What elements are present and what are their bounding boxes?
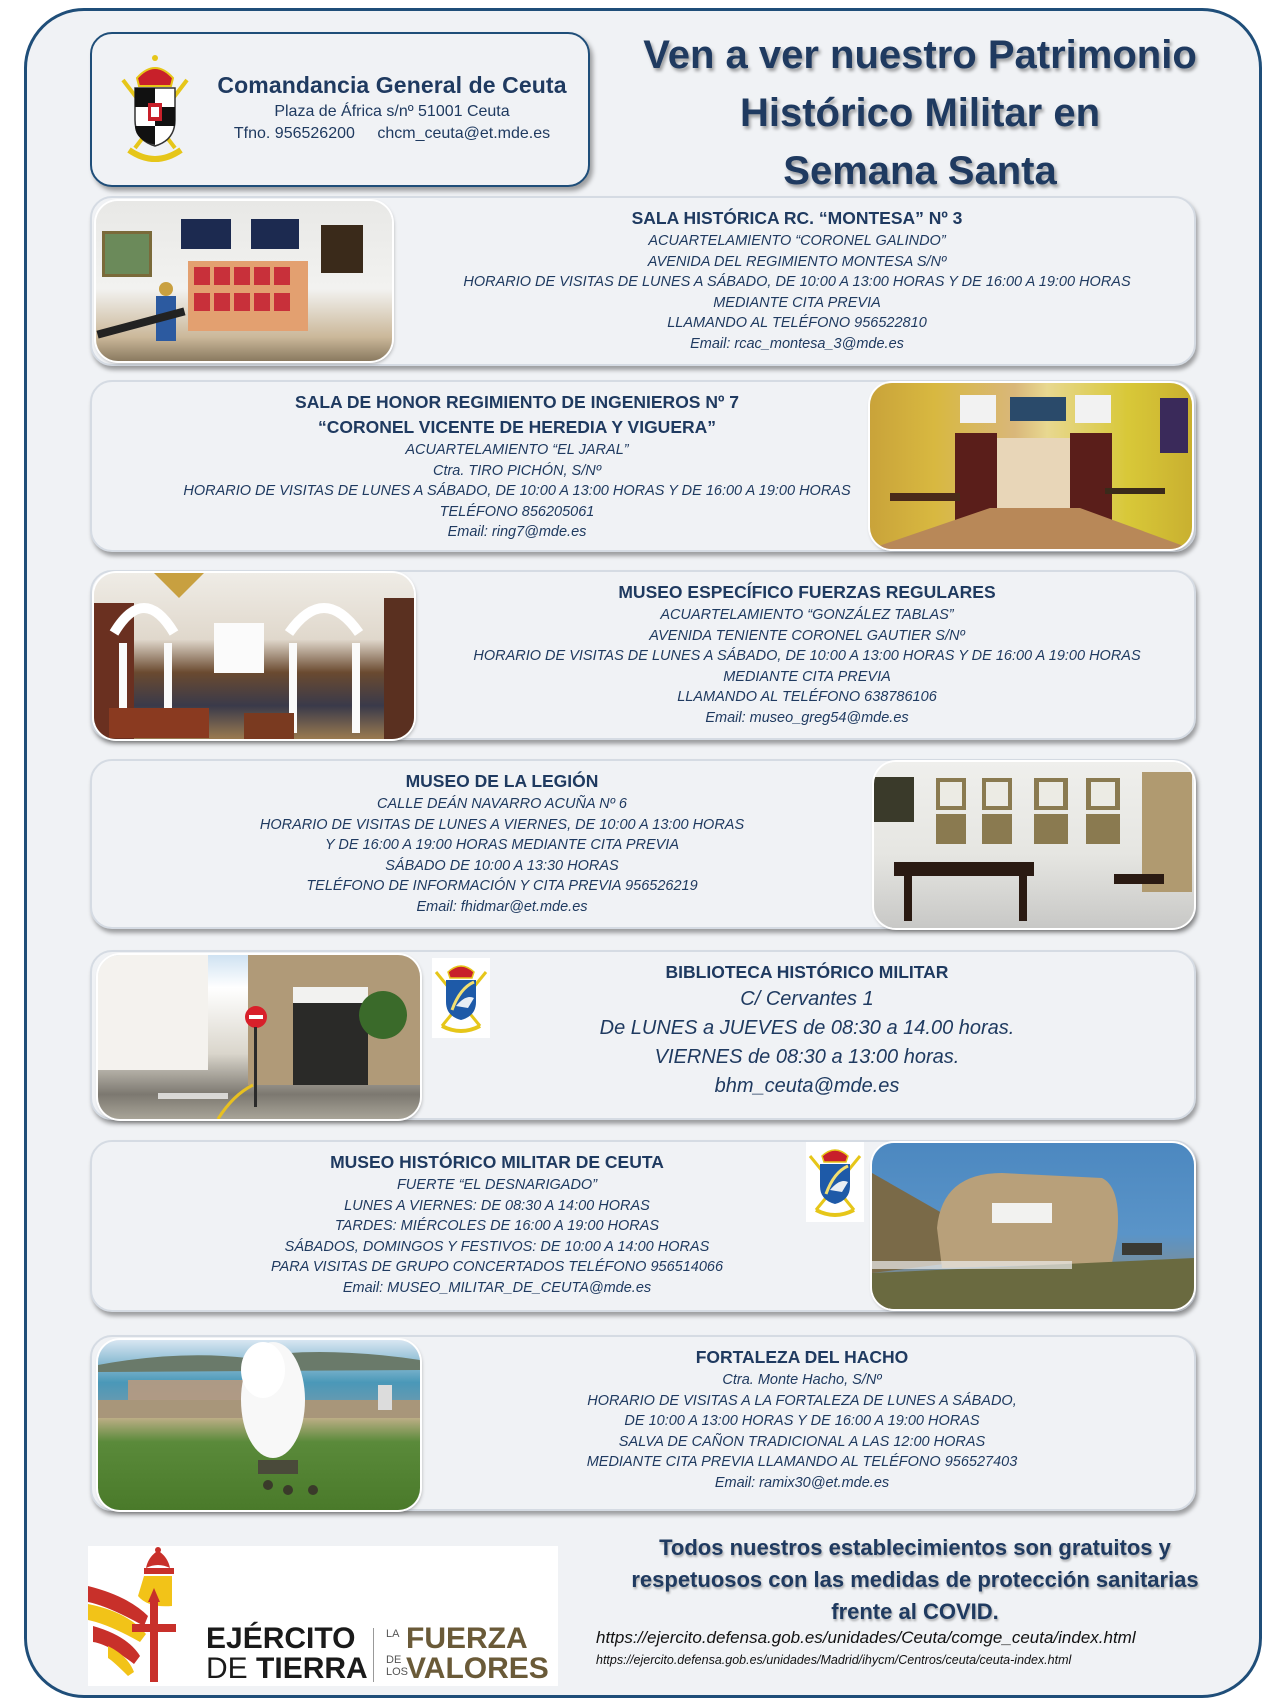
organization-email[interactable]: chcm_ceuta@et.mde.es: [377, 125, 551, 142]
venue-card-regulares: MUSEO ESPECÍFICO FUERZAS REGULARES ACUARTELAMIENTO “GONZÁLEZ TABLAS” AVENIDA TENIENTE CORONEL GAUTIER S/Nº HORARIO DE VISITAS DE LUNES A SÁBADO, DE 10:00 A 13:00 HORAS Y DE 16:00 A 19:00 HORAS MEDIANTE CITA PREVIA LLAMANDO AL TELÉFONO 638786106 Email: museo_greg54@mde.es: [90, 570, 1196, 740]
logo-text-ejercito: EJÉRCITO: [206, 1622, 356, 1655]
venue-email[interactable]: Email: ramix30@et.mde.es: [714, 1474, 890, 1491]
organization-header: [90, 32, 590, 187]
poster-title: Ven a ver nuestro Patrimonio Histórico Militar en Semana Santa: [643, 33, 1197, 193]
venue-email[interactable]: Email: ring7@mde.es: [447, 524, 587, 540]
venue-card-museo-historico: MUSEO HISTÓRICO MILITAR DE CEUTA FUERTE “EL DESNARIGADO” LUNES A VIERNES: DE 08:30 A 14:00 HORAS TARDES: MIÉRCOLES DE 16:00 A 19:00 HORAS SÁBADOS, DOMINGOS Y FESTIVOS: DE 10:00 A 14:00 HORAS PARA VISITAS DE GRUPO CONCERTADOS TELÉFONO 956514066 Email: MUSEO_MILITAR_DE_CEUTA@mde.es: [90, 1140, 1196, 1312]
venue-title: SALA HISTÓRICA RC. “MONTESA” Nº 3: [631, 208, 963, 228]
ejercito-de-tierra-logo: [88, 1546, 558, 1686]
venue-title: BIBLIOTECA HISTÓRICO MILITAR: [665, 962, 949, 982]
quill-crest-icon: [432, 958, 490, 1038]
coastal-fort-photo: [872, 1143, 1194, 1309]
comandancia-crest-icon: [117, 50, 193, 165]
venue-title: SALA DE HONOR REGIMIENTO DE INGENIEROS Nº 7: [295, 392, 739, 412]
venue-card-montesa: SALA HISTÓRICA RC. “MONTESA” Nº 3 ACUARTELAMIENTO “CORONEL GALINDO” AVENIDA DEL REGIMIENTO MONTESA S/Nº HORARIO DE VISITAS DE LUNES A SÁBADO, DE 10:00 A 13:00 HORAS Y DE 16:00 A 19:00 HORAS MEDIANTE CITA PREVIA LLAMANDO AL TELÉFONO 956522810 Email: rcac_montesa_3@mde.es: [90, 196, 1196, 366]
covid-note: Todos nuestros establecimientos son gratuitos y respetuosos con las medidas de protección sanitarias frente al COVID.: [631, 1535, 1199, 1624]
museum-room-photo: [96, 201, 392, 361]
venue-email[interactable]: Email: MUSEO_MILITAR_DE_CEUTA@mde.es: [342, 1279, 652, 1296]
comge-ceuta-link[interactable]: https://ejercito.defensa.gob.es/unidades/Ceuta/comge_ceuta/index.html: [596, 1628, 1136, 1647]
venue-email[interactable]: Email: museo_greg54@mde.es: [705, 709, 909, 726]
logo-divider: [373, 1628, 374, 1682]
portrait-room-photo: [874, 762, 1194, 928]
logo-text-de-tierra: DE TIERRA: [206, 1652, 368, 1685]
quill-crest-icon: [806, 1142, 864, 1222]
organization-address: Plaza de África s/nº 51001 Ceuta: [274, 103, 510, 120]
library-street-photo: [98, 955, 420, 1119]
venue-card-ingenieros: SALA DE HONOR REGIMIENTO DE INGENIEROS Nº 7 “CORONEL VICENTE DE HEREDIA Y VIGUERA” ACUARTELAMIENTO “EL JARAL” Ctra. TIRO PICHÓN, S/Nº HORARIO DE VISITAS DE LUNES A SÁBADO, DE 10:00 A 13:00 HORAS Y DE 16:00 A 19:00 HORAS TELÉFONO 856205061 Email: ring7@mde.es: [90, 380, 1196, 552]
museo-crest: [806, 1142, 864, 1222]
logo-slogan-big: FUERZA VALORES: [406, 1622, 549, 1685]
venue-card-legion: MUSEO DE LA LEGIÓN CALLE DEÁN NAVARRO ACUÑA Nº 6 HORARIO DE VISITAS DE LUNES A VIERNES, DE 10:00 A 13:00 HORAS Y DE 16:00 A 19:00 HORAS MEDIANTE CITA PREVIA SÁBADO DE 10:00 A 13:30 HORAS TELÉFONO DE INFORMACIÓN Y CITA PREVIA 956526219 Email: fhidmar@et.mde.es: [90, 759, 1196, 929]
honor-hall-photo: [870, 383, 1192, 549]
venue-email[interactable]: Email: rcac_montesa_3@mde.es: [690, 335, 904, 352]
venue-card-hacho: FORTALEZA DEL HACHO Ctra. Monte Hacho, S/Nº HORARIO DE VISITAS A LA FORTALEZA DE LUNES A SÁBADO, DE 10:00 A 13:00 HORAS Y DE 16:00 A 19:00 HORAS SALVA DE CAÑON TRADICIONAL A LAS 12:00 HORAS MEDIANTE CITA PREVIA LLAMANDO AL TELÉFONO 956527403 Email: ramix30@et.mde.es: [90, 1335, 1196, 1511]
venue-email[interactable]: bhm_ceuta@mde.es: [714, 1075, 900, 1097]
ihycm-ceuta-link[interactable]: https://ejercito.defensa.gob.es/unidades/Madrid/ihycm/Centros/ceuta/ceuta-index.html: [596, 1653, 1072, 1667]
logo-slogan-small: LA DE LOS: [386, 1628, 409, 1678]
army-eagle-cross-icon: [88, 1546, 208, 1686]
venue-title: MUSEO ESPECÍFICO FUERZAS REGULARES: [618, 582, 996, 602]
cannon-salute-photo: [98, 1340, 420, 1510]
venue-card-biblioteca: BIBLIOTECA HISTÓRICO MILITAR C/ Cervantes 1 De LUNES a JUEVES de 08:30 a 14.00 horas. VIERNES de 08:30 a 13:00 horas. bhm_ceuta@mde.es: [90, 950, 1196, 1120]
biblioteca-crest: [432, 958, 490, 1038]
venue-email[interactable]: Email: fhidmar@et.mde.es: [416, 898, 588, 915]
venue-title: MUSEO HISTÓRICO MILITAR DE CEUTA: [330, 1152, 664, 1172]
arched-hall-photo: [94, 573, 414, 739]
organization-name: Comandancia General de Ceuta: [217, 72, 567, 98]
venue-title: MUSEO DE LA LEGIÓN: [405, 771, 599, 791]
organization-phone: Tfno. 956526200: [233, 125, 355, 142]
venue-title: FORTALEZA DEL HACHO: [695, 1347, 909, 1367]
